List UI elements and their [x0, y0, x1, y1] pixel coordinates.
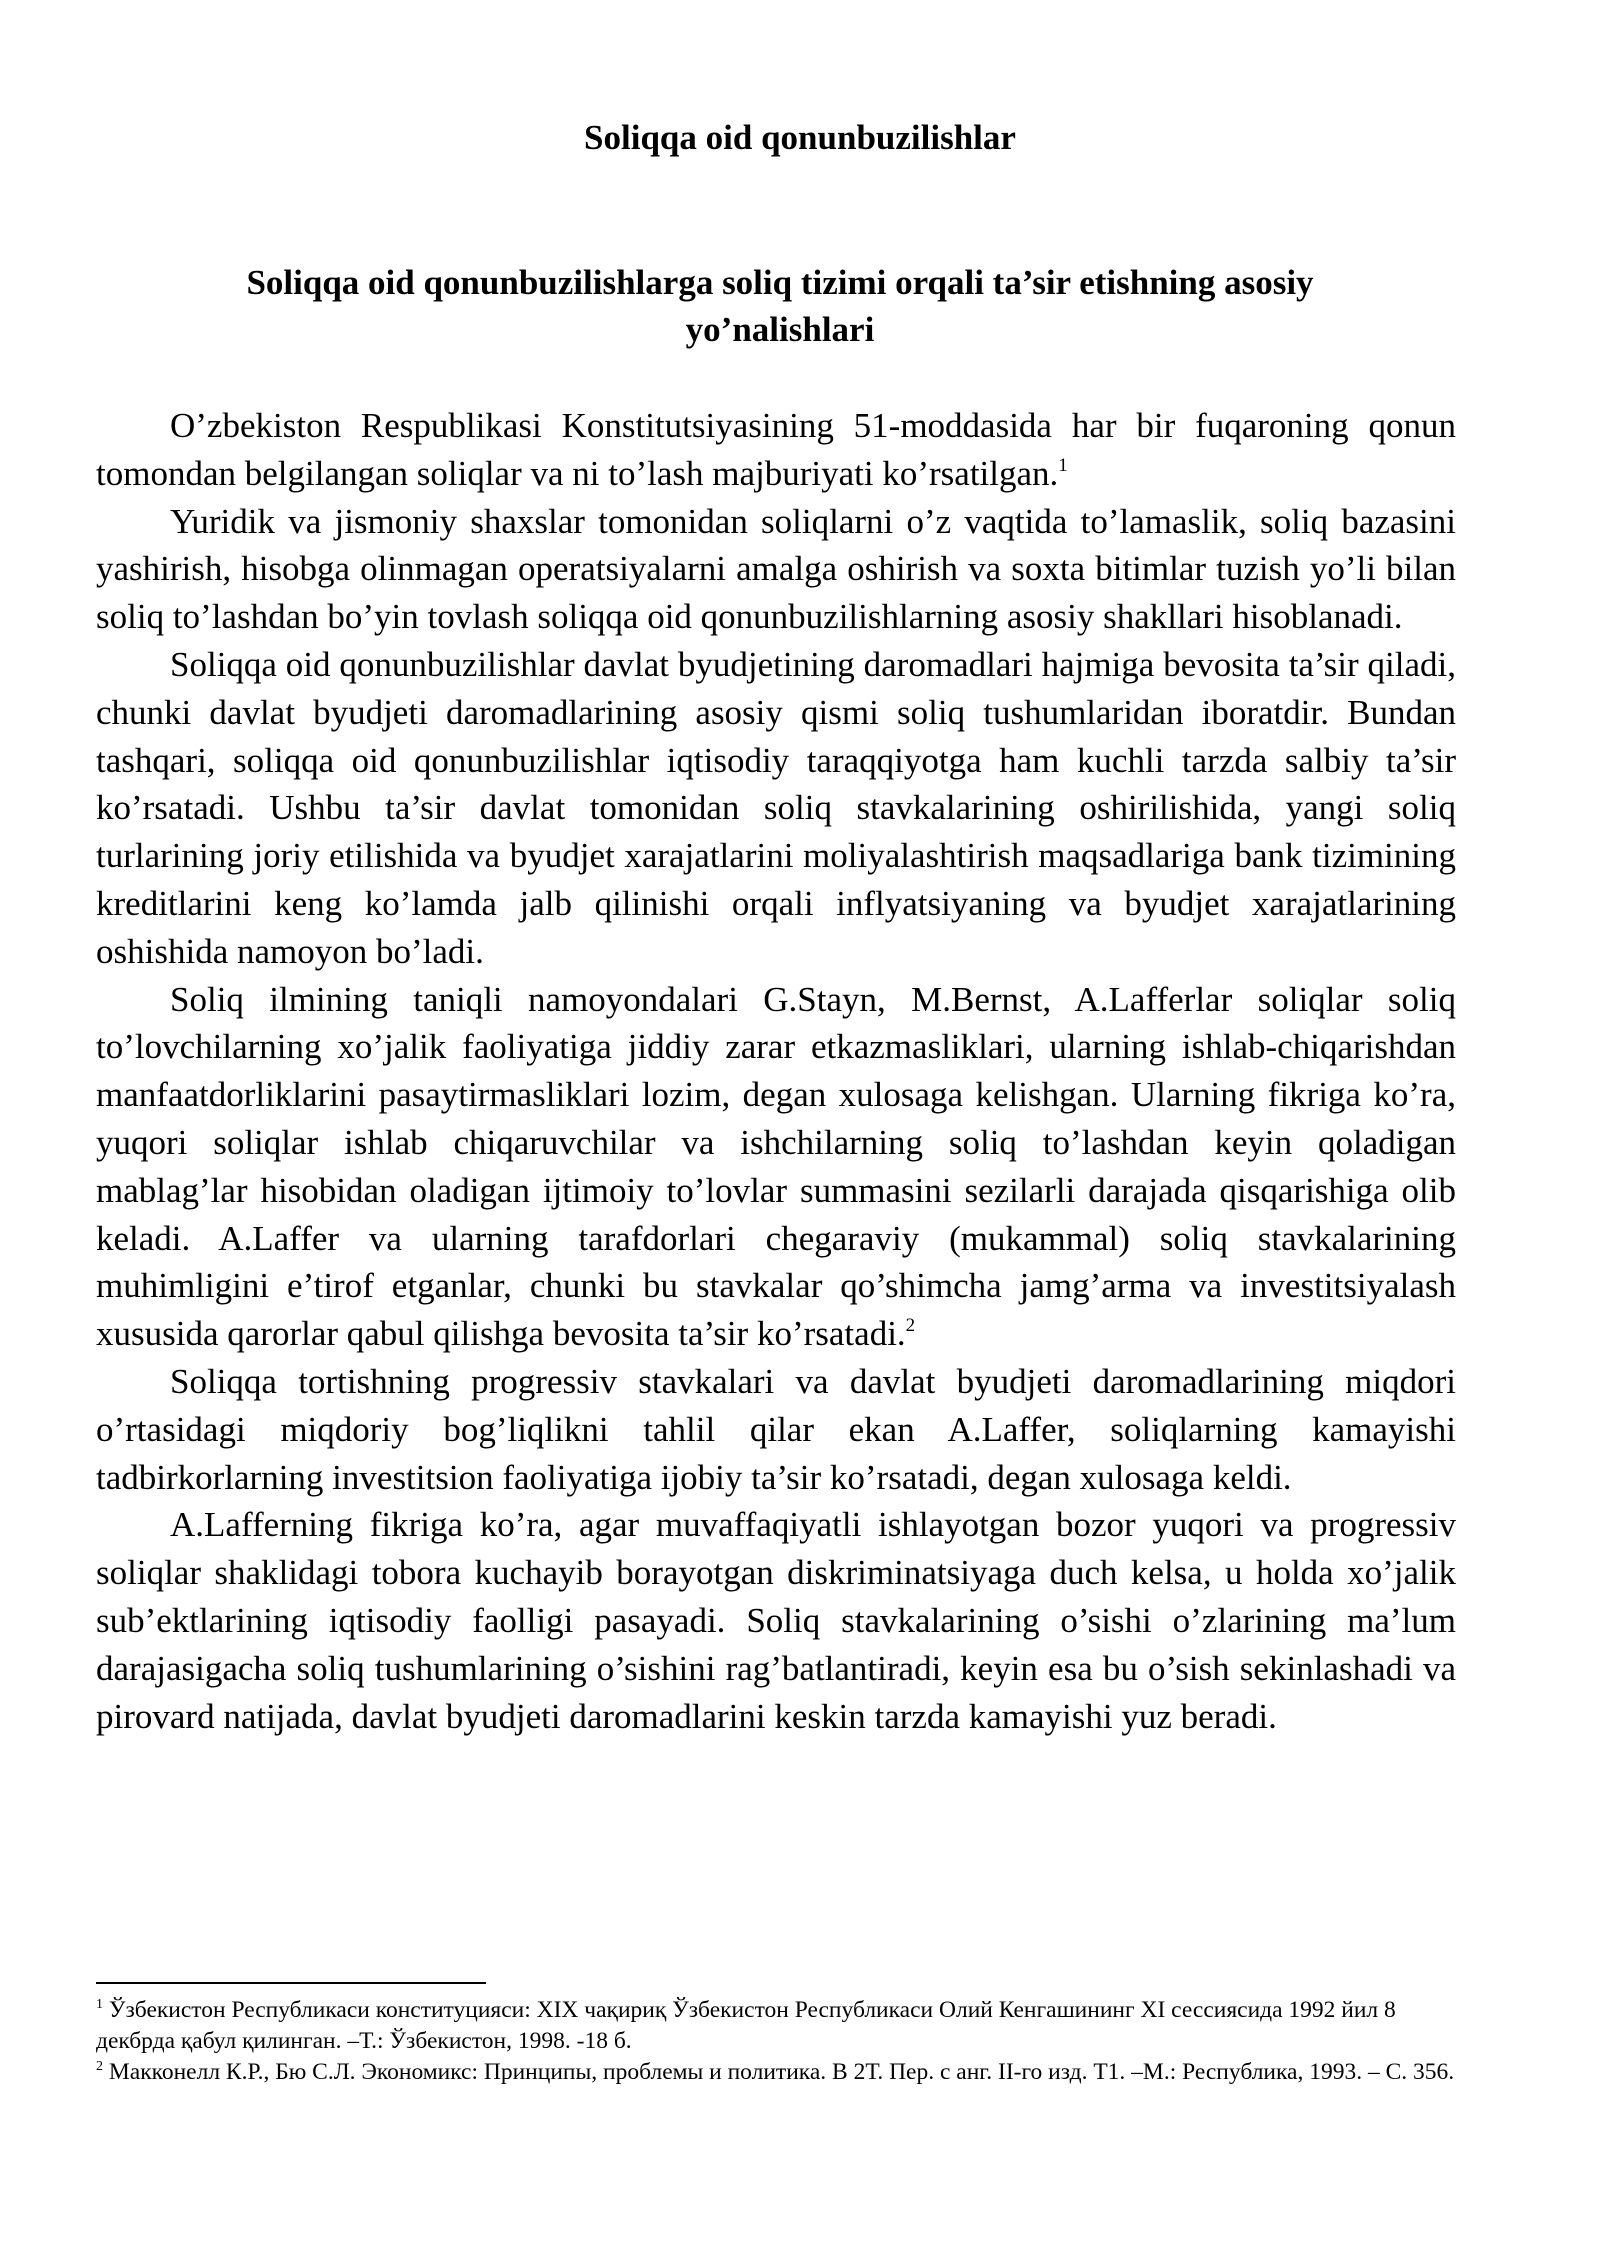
footnote-reference[interactable]: 1 [1058, 454, 1068, 476]
paragraph [96, 976, 1456, 1358]
footnote [96, 1995, 1466, 2057]
paragraph-text: Soliqqa tortishning progressiv stavkalari va davlat byudjeti daromadlarining miqdori o’rtasidagi miqdoriy bog’liqlikni tahlil qilar ekan A.Laffer, soliqlarning kamayishi tadbirkorlarning investitsion faoliyatiga ijobiy ta’sir ko’rsatadi, degan xulosaga keldi. [96, 1361, 1456, 1497]
paragraph-text: A.Lafferning fikriga ko’ra, agar muvaffaqiyatli ishlayotgan bozor yuqori va progressiv soliqlar shaklidagi tobora kuchayib borayotgan diskriminatsiyaga duch kelsa, u holda xo’jalik sub’ektlarining iqtisodiy faolligi pasayadi. Soliq stavkalarining o’sishi o’zlarining ma’lum darajasigacha soliq tushumlarining o’sishini rag’batlantiradi, keyin esa bu o’sish sekinlashadi va pirovard natijada, davlat byudjeti daromadlarini keskin tarzda kamayishi yuz beradi. [96, 1505, 1456, 1736]
section-heading: Soliqqa oid qonunbuzilishlarga soliq tizimi orqali ta’sir etishning asosiy yo’nalishlari [246, 263, 1314, 349]
paragraph-text: Yuridik va jismoniy shaxslar tomonidan soliqlarni o’z vaqtida to’lamaslik, soliq bazasini yashirish, hisobga olinmagan operatsiyalarni amalga oshirish va soxta bitimlar tuzish yo’li bilan soliq to’lashdan bo’yin tovlash soliqqa oid qonunbuzilishlarning asosiy shakllari hisoblanadi. [96, 501, 1456, 637]
footnote-separator [96, 1982, 486, 1984]
paragraph [96, 402, 1456, 498]
footnote [96, 2057, 1466, 2088]
footnote-reference[interactable]: 2 [905, 1315, 916, 1337]
footnote-text: Макконелл К.Р., Бю С.Л. Экономикс: Принципы, проблемы и политика. В 2Т. Пер. с анг. II-го изд. Т1. –М.: Республика, 1993. – С. 356. [108, 2059, 1455, 2085]
paragraph [96, 641, 1456, 976]
body-text [96, 402, 1456, 1740]
paragraph [96, 1358, 1456, 1501]
paragraph [96, 1501, 1456, 1740]
paragraph [96, 498, 1456, 641]
footnote-mark: 1 [96, 1997, 103, 2012]
footnote-text: Ўзбекистон Республикаси конституцияси: XIX чақириқ Ўзбекистон Республикаси Олий Кенгашининг XI сессиясида 1992 йил 8 декбрда қабул қилинган. –Т.: Ўзбекистон, 1998. -18 б. [96, 1997, 1396, 2054]
document-title: Soliqqa oid qonunbuzilishlar [584, 118, 1016, 157]
paragraph-text: O’zbekiston Respublikasi Konstitutsiyasining 51-moddasida har bir fuqaroning qonun tomondan belgilangan soliqlar va ni to’lash majburiyati ko’rsatilgan. [96, 406, 1456, 493]
paragraph-text: Soliqqa oid qonunbuzilishlar davlat byudjetining daromadlari hajmiga bevosita ta’sir qiladi, chunki davlat byudjeti daromadlarining asosiy qismi soliq tushumlaridan iboratdir. Bundan tashqari, soliqqa oid qonunbuzilishlar iqtisodiy taraqqiyotga ham kuchli tarzda salbiy ta’sir ko’rsatadi. Ushbu ta’sir davlat tomonidan soliq stavkalarining oshirilishida, yangi soliq turlarining joriy etilishida va byudjet xarajatlarini moliyalashtirish maqsadlariga bank tizimining kreditlarini keng ko’lamda jalb qilinishi orqali inflyatsiyaning va byudjet xarajatlarining oshishida namoyon bo’ladi. [96, 644, 1456, 971]
footnote-mark: 2 [96, 2059, 103, 2074]
footnotes [96, 1995, 1466, 2088]
paragraph-text: Soliq ilmining taniqli namoyondalari G.Stayn, M.Bernst, A.Lafferlar soliqlar soliq to’lovchilarning xo’jalik faoliyatiga jiddiy zarar etkazmasliklari, ularning ishlab-chiqarishdan manfaatdorliklarini pasaytirmasliklari lozim, degan xulosaga kelishgan. Ularning fikriga ko’ra, yuqori soliqlar ishlab chiqaruvchilar va ishchilarning soliq to’lashdan keyin qoladigan mablag’lar hisobidan oladigan ijtimoiy to’lovlar summasini sezilarli darajada qisqarishiga olib keladi. A.Laffer va ularning tarafdorlari chegaraviy (mukammal) soliq stavkalarining muhimligini e’tirof etganlar, chunki bu stavkalar qo’shimcha jamg’arma va investitsiyalash xususida qarorlar qabul qilishga bevosita ta’sir ko’rsatadi. [96, 979, 1456, 1354]
